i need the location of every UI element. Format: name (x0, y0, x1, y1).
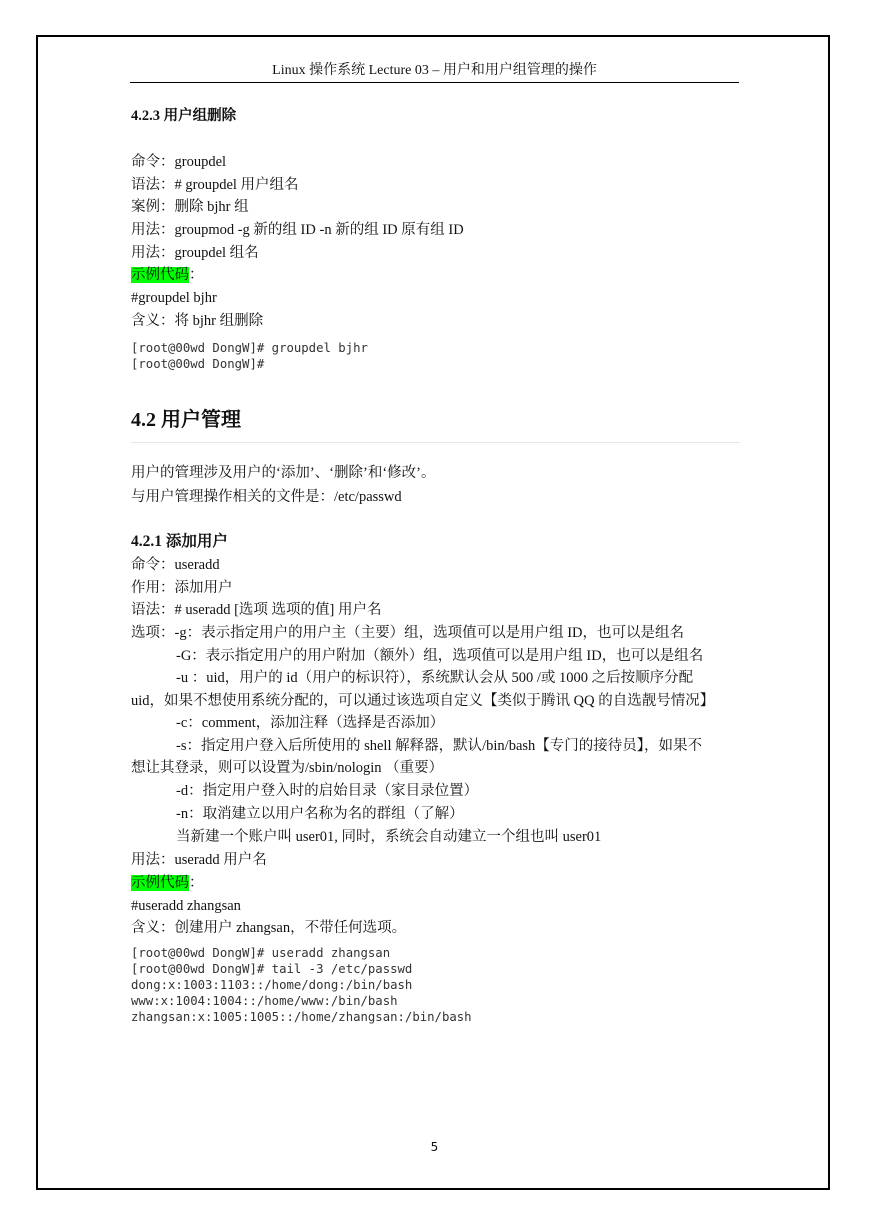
section-heading-4-2-1: 4.2.1 添加用户 (131, 533, 228, 550)
example-command: #groupdel bjhr (131, 290, 217, 306)
option-n: -n：取消建立以用户名称为名的群组（了解） (176, 806, 464, 822)
option-d: -d：指定用户登入时的启始目录（家目录位置） (176, 783, 479, 799)
text-line: 案例：删除 bjhr 组 (131, 199, 249, 215)
highlighted-label: 示例代码 (131, 875, 189, 891)
label-colon: ： (189, 875, 204, 891)
terminal-line: [root@00wd DongW]# groupdel bjhr (131, 341, 368, 355)
text-line: 用法：groupdel 组名 (131, 245, 259, 261)
page-number: 5 (430, 1140, 439, 1154)
example-label (131, 265, 204, 285)
highlighted-label: 示例代码 (131, 267, 189, 283)
example-command: #useradd zhangsan (131, 898, 241, 914)
section-heading-4-2: 4.2 用户管理 (131, 409, 241, 431)
option-c: -c：comment，添加注释（选择是否添加） (176, 715, 445, 731)
terminal-line: dong:x:1003:1103::/home/dong:/bin/bash (131, 978, 413, 992)
label-colon: ： (189, 267, 204, 283)
terminal-line: [root@00wd DongW]# tail -3 /etc/passwd (131, 962, 413, 976)
text-line: 命令：groupdel (131, 154, 227, 170)
option-G: -G：表示指定用户的用户附加（额外）组，选项值可以是用户组 ID，也可以是组名 (176, 648, 704, 664)
section-heading-4-2-3: 4.2.3 用户组删除 (131, 108, 237, 124)
option-g: 选项：-g：表示指定用户的用户主（主要）组，选项值可以是用户组 ID，也可以是组名 (131, 625, 685, 641)
option-s-cont: 想让其登录，则可以设置为/sbin/nologin （重要） (131, 760, 444, 776)
text-line: 作用：添加用户 (131, 580, 233, 596)
terminal-line: [root@00wd DongW]# useradd zhangsan (131, 946, 391, 960)
example-meaning: 含义：将 bjhr 组删除 (131, 313, 264, 329)
option-u: -u ：uid，用户的 id（用户的标识符），系统默认会从 500 /或 1000 之后按顺序分配 (176, 670, 694, 686)
example-meaning: 含义：创建用户 zhangsan，不带任何选项。 (131, 920, 407, 936)
text-line: 用户的管理涉及用户的‘添加’、‘删除’和‘修改’。 (131, 465, 436, 481)
text-line: 语法：# useradd [选项 选项的值] 用户名 (131, 602, 382, 618)
option-u-cont: uid，如果不想使用系统分配的，可以通过该选项自定义【类似于腾讯 QQ 的自选靓号情况】 (131, 693, 715, 709)
terminal-line: [root@00wd DongW]# (131, 357, 265, 371)
text-line: 用法：groupmod -g 新的组 ID -n 新的组 ID 原有组 ID (131, 222, 464, 238)
text-line: 语法：# groupdel 用户组名 (131, 177, 299, 193)
heading-rule (131, 442, 740, 443)
example-label (131, 873, 204, 893)
option-s: -s：指定用户登入后所使用的 shell 解释器，默认/bin/bash【专门的接待员】，如果不 (176, 738, 703, 754)
terminal-line: zhangsan:x:1005:1005::/home/zhangsan:/bin/bash (131, 1010, 472, 1024)
text-line: 与用户管理操作相关的文件是：/etc/passwd (131, 489, 402, 505)
note-line: 当新建一个账户叫 user01, 同时，系统会自动建立一个组也叫 user01 (176, 829, 602, 845)
text-line: 命令：useradd (131, 557, 220, 573)
usage-line: 用法：useradd 用户名 (131, 852, 267, 868)
page-header: Linux 操作系统 Lecture 03 – 用户和用户组管理的操作 (130, 60, 739, 83)
terminal-line: www:x:1004:1004::/home/www:/bin/bash (131, 994, 398, 1008)
